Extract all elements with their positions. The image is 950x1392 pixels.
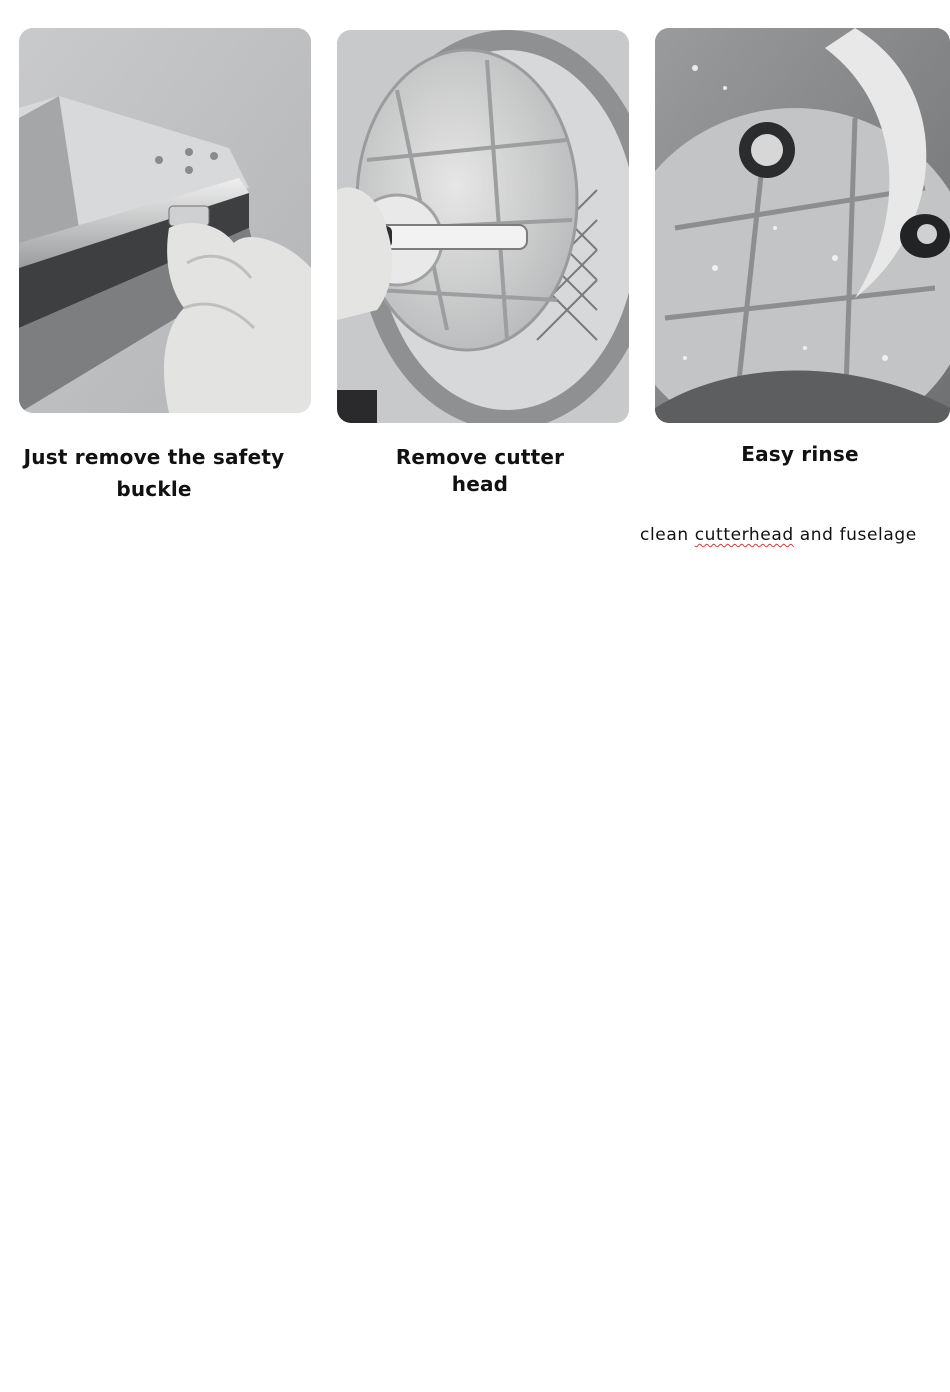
- subcaption-misspelled-word: cutterhead: [694, 525, 794, 545]
- cutter-head-illustration: [337, 30, 629, 423]
- rinse-illustration: [655, 28, 950, 423]
- subcaption-part: and fuselage: [793, 525, 917, 545]
- safety-buckle-photo: [19, 28, 311, 413]
- rinse-subcaption: [640, 525, 930, 545]
- cutter-head-photo: [337, 30, 629, 423]
- rinse-photo: [655, 28, 950, 423]
- subcaption-part: clean: [640, 525, 695, 545]
- rinse-caption: Easy rinse: [741, 442, 859, 466]
- safety-buckle-illustration: [19, 28, 311, 413]
- cutter-head-caption: Remove cutter head: [395, 445, 565, 496]
- safety-buckle-caption: Just remove the safety buckle: [23, 445, 285, 501]
